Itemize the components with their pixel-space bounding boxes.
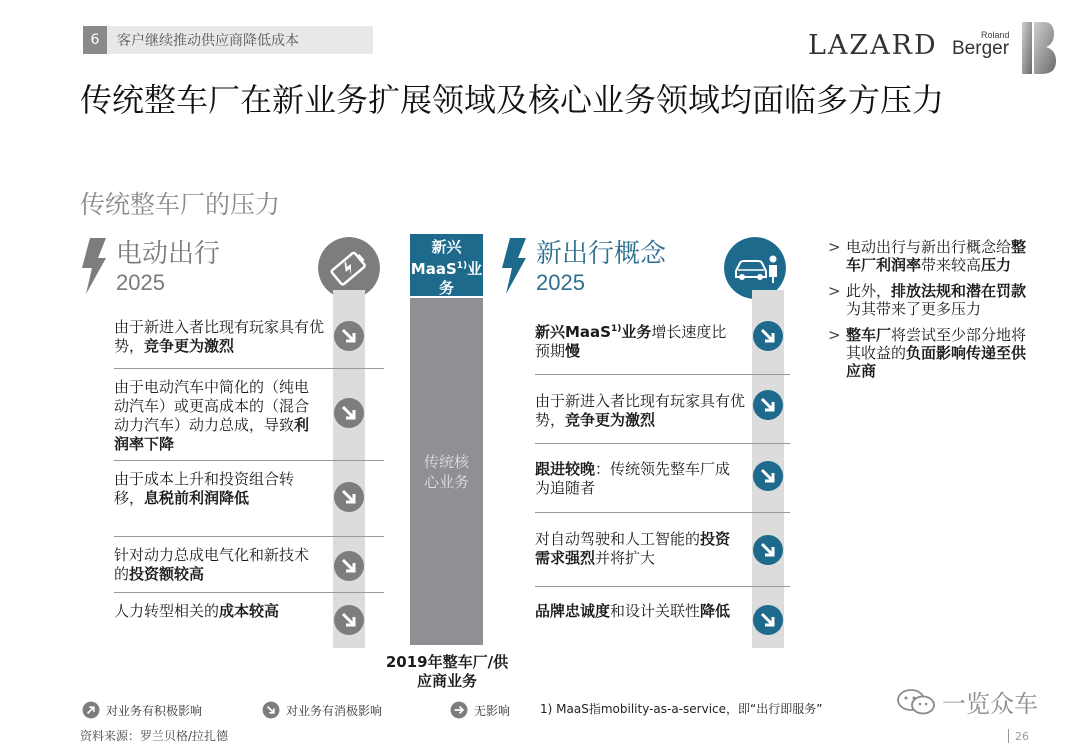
divider <box>114 368 384 369</box>
roland-berger-b-icon <box>1020 22 1056 74</box>
negative-impact-icon <box>333 550 365 582</box>
negative-impact-icon <box>752 534 784 566</box>
section-tag <box>83 26 373 54</box>
summary-bullets <box>828 238 1028 388</box>
negative-impact-icon <box>333 397 365 429</box>
roland-berger-logo <box>952 30 1024 68</box>
positive-impact-icon <box>82 701 100 719</box>
berger-text: Berger <box>952 38 1010 59</box>
lightning-icon <box>500 238 528 294</box>
page-title: 传统整车厂在新业务扩展领域及核心业务领域均面临多方压力 <box>80 81 945 119</box>
page-divider <box>1008 729 1009 743</box>
list-item: 由于新进入者比现有玩家具有优势，竞争更为激烈 <box>535 392 746 429</box>
negative-impact-icon <box>752 460 784 492</box>
watermark: 一览众车 <box>896 684 1038 719</box>
negative-impact-icon <box>333 604 365 636</box>
bullet-item: > 电动出行与新出行概念给整车厂利润率带来较高压力 <box>828 238 1027 274</box>
divider <box>535 512 790 513</box>
list-item: 新兴MaaS$^{1)}$业务增长速度比预期慢 <box>535 323 727 360</box>
maas-business-box: 新兴 MaaS$^{1)}$业 务 <box>410 234 483 296</box>
divider <box>114 536 384 537</box>
negative-impact-icon <box>752 604 784 636</box>
lightning-icon <box>80 238 108 294</box>
neutral-impact-icon <box>450 701 468 719</box>
section-title: 客户继续推动供应商降低成本 <box>117 33 299 49</box>
list-item: 人力转型相关的成本较高 <box>114 602 280 620</box>
lazard-logo: LAZARD <box>808 30 938 61</box>
legend-positive: 对业务有积极影响 <box>82 701 202 719</box>
list-item: 品牌忠诚度和设计关联性降低 <box>535 602 731 620</box>
right-column-title: 新出行概念 <box>536 239 667 269</box>
footnote: 1) MaaS指mobility-as-a-service，即“出行即服务” <box>540 702 823 716</box>
negative-impact-icon <box>333 320 365 352</box>
list-item: 针对动力总成电气化和新技术的投资额较高 <box>114 546 310 583</box>
divider <box>114 592 384 593</box>
left-column-title: 电动出行 <box>116 239 221 269</box>
divider <box>535 374 790 375</box>
business-2019-label: 2019年整车厂/供应商业务 <box>385 653 509 690</box>
roland-text: Roland <box>981 30 1010 40</box>
right-column-year: 2025 <box>536 270 585 295</box>
source-note: 资料来源：罗兰贝格/拉扎德 <box>80 729 229 743</box>
page-subtitle: 传统整车厂的压力 <box>80 190 281 219</box>
list-item: 对自动驾驶和人工智能的投资需求强烈并将扩大 <box>535 530 731 567</box>
left-column-year: 2025 <box>116 270 165 295</box>
page-number: 26 <box>1015 730 1029 743</box>
list-item: 由于电动汽车中简化的（纯电动汽车）或更高成本的（混合动力汽车）动力总成，导致利润率下降 <box>114 378 310 453</box>
negative-impact-icon <box>752 389 784 421</box>
bullet-item: > 此外，排放法规和潜在罚款为其带来了更多压力 <box>828 282 1027 318</box>
divider <box>535 586 790 587</box>
bullet-item: > 整车厂将尝试至少部分地将其收益的负面影响传递至供应商 <box>828 326 1027 380</box>
negative-impact-icon <box>333 481 365 513</box>
divider <box>535 443 790 444</box>
section-number: 6 <box>83 26 107 54</box>
legend-neutral: 无影响 <box>450 701 510 719</box>
negative-impact-icon <box>752 320 784 352</box>
right-column-header <box>500 238 666 296</box>
negative-impact-icon <box>262 701 280 719</box>
list-item: 跟进较晚：传统领先整车厂成为追随者 <box>535 460 731 497</box>
wechat-icon <box>896 688 936 716</box>
list-item: 由于新进入者比现有玩家具有优势，竞争更为激烈 <box>114 318 325 355</box>
core-business-box: 传统核心业务 <box>410 298 483 645</box>
list-item: 由于成本上升和投资组合转移，息税前利润降低 <box>114 470 295 507</box>
left-column-header <box>80 238 220 296</box>
divider <box>114 460 384 461</box>
legend-negative: 对业务有消极影响 <box>262 701 382 719</box>
